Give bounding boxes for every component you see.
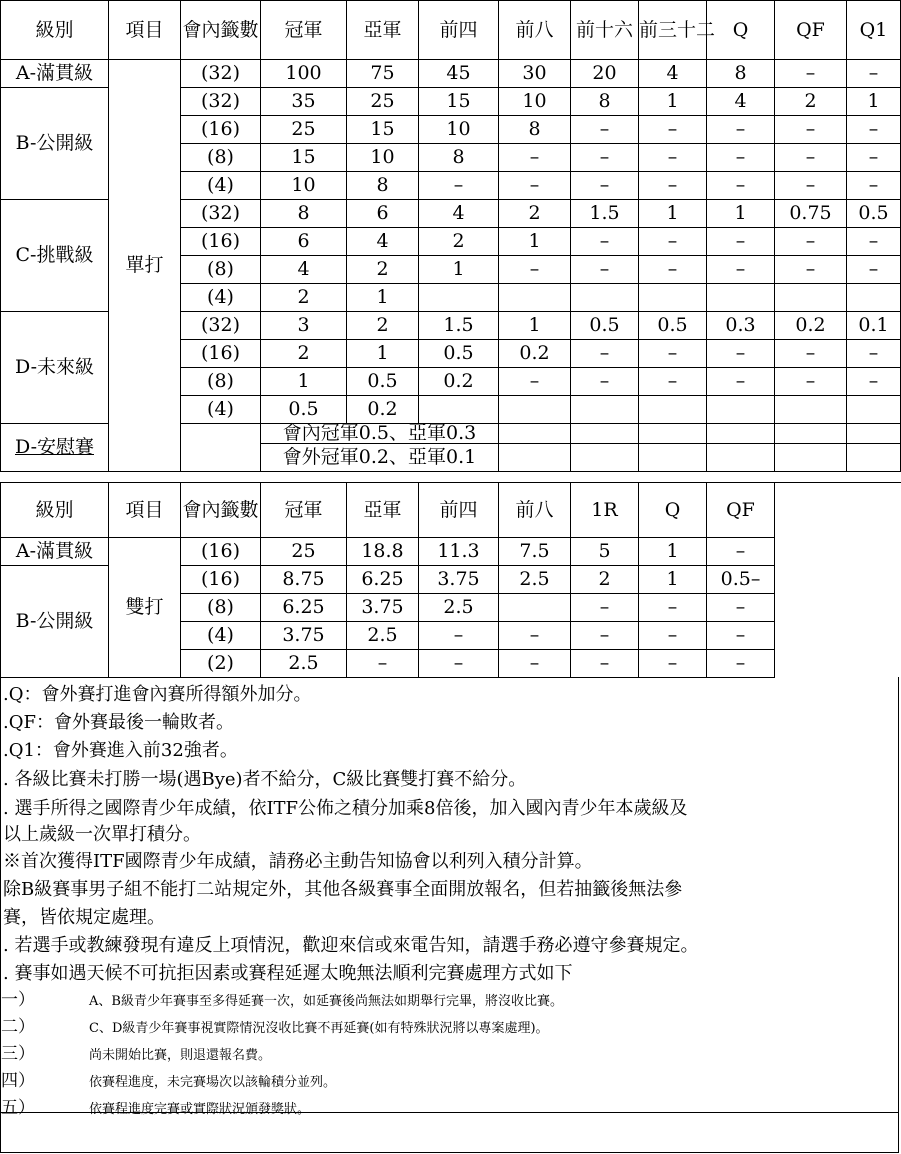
table-cell: 4 — [707, 88, 775, 116]
table-cell: 1 — [847, 88, 901, 116]
table-cell: – — [775, 340, 847, 368]
table-cell: – — [847, 256, 901, 284]
table-cell: – — [707, 594, 775, 622]
table-cell: (8) — [181, 256, 261, 284]
table-cell: – — [707, 650, 775, 678]
column-header: 項目 — [109, 483, 181, 538]
table-cell: 1 — [639, 200, 707, 228]
table-cell: 11.3 — [419, 538, 499, 566]
note-line: . 選手所得之國際青少年成績，依ITF公佈之積分加乘8倍後，加入國內青少年本歲級及 — [3, 798, 688, 819]
table-cell: – — [847, 228, 901, 256]
level-name: C-挑戰級 — [1, 200, 109, 312]
doubles-points-table — [0, 482, 901, 678]
table-cell: 2 — [499, 200, 571, 228]
table-cell: (16) — [181, 566, 261, 594]
table-cell: – — [847, 340, 901, 368]
column-header: 前四 — [419, 483, 499, 538]
column-header: QF — [775, 1, 847, 60]
table-cell: (32) — [181, 60, 261, 88]
table-cell: – — [847, 368, 901, 396]
event-type: 單打 — [109, 60, 181, 472]
sub-item-label: 二） — [1, 1017, 35, 1037]
table-cell: – — [571, 622, 639, 650]
table-cell: 15 — [347, 116, 419, 144]
column-header: QF — [707, 483, 775, 538]
table-cell — [847, 284, 901, 312]
table-cell: 4 — [347, 228, 419, 256]
table-cell: – — [707, 368, 775, 396]
column-header: Q1 — [847, 1, 901, 60]
table-cell: 2.5 — [499, 566, 571, 594]
table-cell: – — [571, 594, 639, 622]
sub-item-text: C、D級青少年賽事視實際情況沒收比賽不再延賽(如有特殊狀況將以專案處理)。 — [89, 1021, 549, 1036]
table-cell: 8 — [707, 60, 775, 88]
table-cell: – — [707, 256, 775, 284]
table-cell: – — [639, 368, 707, 396]
column-header: 前三十二 — [639, 1, 707, 60]
table-cell: – — [639, 116, 707, 144]
table-cell: 20 — [571, 60, 639, 88]
table-cell: 2.5 — [419, 594, 499, 622]
table-cell: 0.75 — [775, 200, 847, 228]
level-name: A-滿貫級 — [1, 60, 109, 88]
table-cell — [775, 444, 847, 472]
table-cell: 0.5 — [847, 200, 901, 228]
note-line: .Q：會外賽打進會內賽所得額外加分。 — [3, 684, 312, 705]
table-cell: 0.3 — [707, 312, 775, 340]
table-cell: – — [571, 650, 639, 678]
note-line: 除B級賽事男子組不能打二站規定外，其他各級賽事全面開放報名，但若抽籤後無法參 — [3, 879, 683, 900]
column-header: 級別 — [1, 483, 109, 538]
table-cell: – — [775, 256, 847, 284]
table-cell — [499, 594, 571, 622]
table-cell: 1 — [419, 256, 499, 284]
table-cell: 2 — [261, 340, 347, 368]
table-cell: 4 — [419, 200, 499, 228]
column-header: 會內籤數 — [181, 1, 261, 60]
table-cell: – — [639, 622, 707, 650]
table-cell — [775, 483, 901, 678]
table-cell: (4) — [181, 284, 261, 312]
table-cell: – — [571, 172, 639, 200]
table-cell — [707, 424, 775, 444]
table-cell: (8) — [181, 144, 261, 172]
level-name: B-公開級 — [1, 566, 109, 678]
table-cell: (4) — [181, 172, 261, 200]
table-cell: 0.1 — [847, 312, 901, 340]
table-cell: – — [499, 650, 571, 678]
consolation-note: 會內冠軍0.5、亞軍0.3 — [261, 424, 499, 444]
table-cell: – — [499, 368, 571, 396]
table-cell: 1 — [639, 88, 707, 116]
table-cell — [639, 396, 707, 424]
table-cell: 1.5 — [419, 312, 499, 340]
table-cell: 1.5 — [571, 200, 639, 228]
table-cell: 6 — [347, 200, 419, 228]
table-cell: – — [419, 622, 499, 650]
table-cell: 8 — [571, 88, 639, 116]
table-cell: – — [775, 60, 847, 88]
table-cell: 3 — [261, 312, 347, 340]
table-cell: 1 — [347, 340, 419, 368]
table-cell: 1 — [707, 200, 775, 228]
table-cell: – — [775, 144, 847, 172]
table-cell: 30 — [499, 60, 571, 88]
column-header: Q — [639, 483, 707, 538]
table-cell: (32) — [181, 312, 261, 340]
table-cell — [571, 444, 639, 472]
header-row — [1, 1, 901, 60]
table-cell — [1, 424, 109, 472]
sub-item — [1, 1066, 336, 1091]
sub-item — [1, 1093, 310, 1118]
table-cell: 1 — [499, 312, 571, 340]
table-cell: (16) — [181, 116, 261, 144]
note-line: . 若選手或教練發現有違反上項情況，歡迎來信或來電告知，請選手務必遵守參賽規定。 — [3, 935, 699, 956]
singles-points-table — [0, 0, 901, 472]
table-cell: 2.5 — [347, 622, 419, 650]
table-cell — [571, 424, 639, 444]
sub-item-label: 一） — [1, 990, 35, 1010]
table-cell: – — [639, 144, 707, 172]
table-cell — [181, 424, 261, 472]
table-cell: – — [347, 650, 419, 678]
divider — [1, 1112, 898, 1113]
table-cell: 100 — [261, 60, 347, 88]
column-header: 1R — [571, 483, 639, 538]
table-cell: (16) — [181, 538, 261, 566]
table-cell: (32) — [181, 88, 261, 116]
table-cell: 3.75 — [419, 566, 499, 594]
table-cell: – — [639, 340, 707, 368]
level-name: D-安慰賽 — [14, 436, 94, 458]
table-cell: (8) — [181, 594, 261, 622]
table-cell: – — [639, 256, 707, 284]
table-cell: 4 — [261, 256, 347, 284]
table-cell: – — [847, 60, 901, 88]
table-cell: – — [419, 650, 499, 678]
table-cell: 10 — [347, 144, 419, 172]
table-cell: – — [571, 256, 639, 284]
table-cell: 25 — [261, 116, 347, 144]
table-cell: 2 — [347, 256, 419, 284]
table-cell — [847, 444, 901, 472]
sub-item-label: 四） — [1, 1071, 35, 1091]
event-type: 雙打 — [109, 538, 181, 678]
table-cell — [571, 396, 639, 424]
table-cell: 7.5 — [499, 538, 571, 566]
column-header: 亞軍 — [347, 1, 419, 60]
table-cell: (4) — [181, 622, 261, 650]
table-cell: – — [707, 538, 775, 566]
table-cell: – — [707, 622, 775, 650]
table-cell: 8 — [261, 200, 347, 228]
note-line: 以上歲級一次單打積分。 — [3, 824, 201, 845]
table-cell: – — [571, 116, 639, 144]
table-cell: 75 — [347, 60, 419, 88]
table-cell: 1 — [261, 368, 347, 396]
table-cell: 8 — [347, 172, 419, 200]
table-cell: – — [639, 650, 707, 678]
table-cell: (8) — [181, 368, 261, 396]
table-cell — [775, 284, 847, 312]
table-cell: 8.75 — [261, 566, 347, 594]
table-cell — [571, 284, 639, 312]
table-cell: – — [499, 622, 571, 650]
table-cell: – — [847, 172, 901, 200]
column-header: 級別 — [1, 1, 109, 60]
table-cell: – — [571, 144, 639, 172]
table-cell: – — [707, 144, 775, 172]
table-cell: – — [707, 116, 775, 144]
column-header: Q — [707, 1, 775, 60]
table-cell: 15 — [419, 88, 499, 116]
sub-item-text: 依賽程進度完賽或實際狀況頒發獎狀。 — [89, 1102, 311, 1117]
table-cell: 2 — [775, 88, 847, 116]
consolation-note: 會外冠軍0.2、亞軍0.1 — [261, 444, 499, 472]
table-cell: 0.5 — [571, 312, 639, 340]
table-cell: 6.25 — [347, 566, 419, 594]
table-cell: 6 — [261, 228, 347, 256]
table-cell — [499, 424, 571, 444]
table-cell — [707, 284, 775, 312]
table-cell: – — [639, 594, 707, 622]
table-cell — [847, 424, 901, 444]
header-row — [1, 483, 901, 538]
table-cell: 3.75 — [261, 622, 347, 650]
table-cell — [499, 396, 571, 424]
table-cell: 1 — [347, 284, 419, 312]
table-cell — [775, 396, 847, 424]
note-line: . 賽事如遇天候不可抗拒因素或賽程延遲太晚無法順利完賽處理方式如下 — [3, 963, 573, 984]
note-line: ※首次獲得ITF國際青少年成績，請務必主動告知協會以利列入積分計算。 — [3, 851, 593, 872]
table-cell: 0.2 — [419, 368, 499, 396]
column-header: 冠軍 — [261, 483, 347, 538]
note-line: . 各級比賽未打勝一場(遇Bye)者不給分，C級比賽雙打賽不給分。 — [3, 769, 527, 790]
table-cell — [419, 396, 499, 424]
table-cell — [847, 396, 901, 424]
table-cell: – — [707, 172, 775, 200]
table-cell — [775, 424, 847, 444]
table-cell: – — [775, 172, 847, 200]
table-cell: – — [847, 116, 901, 144]
notes-section — [0, 677, 899, 1153]
sub-item-label: 五） — [1, 1098, 35, 1118]
table-cell: 2 — [571, 566, 639, 594]
table-cell: 25 — [261, 538, 347, 566]
table-cell: 1 — [639, 538, 707, 566]
sub-item — [1, 985, 563, 1010]
table-cell: 2 — [261, 284, 347, 312]
table-cell: 0.5– — [707, 566, 775, 594]
table-cell: – — [707, 228, 775, 256]
table-cell: 15 — [261, 144, 347, 172]
note-line: .Q1：會外賽進入前32強者。 — [3, 740, 238, 761]
sub-item-text: A、B級青少年賽事至多得延賽一次，如延賽後尚無法如期舉行完畢，將沒收比賽。 — [89, 994, 563, 1009]
column-header: 前八 — [499, 483, 571, 538]
column-header: 前四 — [419, 1, 499, 60]
table-cell: 0.2 — [499, 340, 571, 368]
table-cell: 2.5 — [261, 650, 347, 678]
table-cell — [707, 396, 775, 424]
table-cell: 10 — [419, 116, 499, 144]
sub-item — [1, 1012, 549, 1037]
table-cell: – — [847, 144, 901, 172]
table-cell: 8 — [419, 144, 499, 172]
column-header: 前十六 — [571, 1, 639, 60]
table-cell — [707, 444, 775, 472]
sub-item-text: 尚未開始比賽，則退還報名費。 — [89, 1048, 272, 1063]
table-row — [1, 538, 901, 566]
table-cell: – — [571, 368, 639, 396]
table-cell: 2 — [347, 312, 419, 340]
sub-item — [1, 1039, 271, 1064]
table-cell: – — [571, 340, 639, 368]
table-cell: – — [775, 116, 847, 144]
table-cell: 10 — [499, 88, 571, 116]
table-cell: (16) — [181, 340, 261, 368]
table-cell: 0.5 — [419, 340, 499, 368]
table-cell: 45 — [419, 60, 499, 88]
table-cell: (2) — [181, 650, 261, 678]
note-line: .QF：會外賽最後一輪敗者。 — [3, 712, 234, 733]
column-header: 前八 — [499, 1, 571, 60]
sub-item-text: 依賽程進度，未完賽場次以該輪積分並列。 — [89, 1075, 337, 1090]
column-header: 項目 — [109, 1, 181, 60]
table-cell: 5 — [571, 538, 639, 566]
table-cell: 35 — [261, 88, 347, 116]
table-cell: – — [499, 172, 571, 200]
note-line: 賽，皆依規定處理。 — [3, 907, 165, 928]
table-cell: 2 — [419, 228, 499, 256]
table-cell: – — [639, 228, 707, 256]
table-cell: – — [571, 228, 639, 256]
table-cell: – — [775, 228, 847, 256]
table-cell: 1 — [639, 566, 707, 594]
column-header: 亞軍 — [347, 483, 419, 538]
table-cell — [639, 284, 707, 312]
table-cell: – — [707, 340, 775, 368]
table-cell: 6.25 — [261, 594, 347, 622]
table-cell: 0.5 — [639, 312, 707, 340]
column-header: 會內籤數 — [181, 483, 261, 538]
table-cell — [419, 284, 499, 312]
table-cell: 1 — [499, 228, 571, 256]
level-name: D-未來級 — [1, 312, 109, 424]
table-cell: (4) — [181, 396, 261, 424]
table-cell: 3.75 — [347, 594, 419, 622]
level-name: A-滿貫級 — [1, 538, 109, 566]
sub-item-label: 三） — [1, 1044, 35, 1064]
table-cell — [499, 284, 571, 312]
table-row — [1, 60, 901, 88]
table-cell — [639, 424, 707, 444]
table-cell: – — [639, 172, 707, 200]
table-cell: – — [499, 144, 571, 172]
table-cell: 0.2 — [775, 312, 847, 340]
level-name: B-公開級 — [1, 88, 109, 200]
table-cell — [639, 444, 707, 472]
table-cell: 10 — [261, 172, 347, 200]
table-cell: 0.5 — [347, 368, 419, 396]
table-cell: 0.2 — [347, 396, 419, 424]
column-header: 冠軍 — [261, 1, 347, 60]
table-cell: 4 — [639, 60, 707, 88]
table-cell: (32) — [181, 200, 261, 228]
table-cell: 8 — [499, 116, 571, 144]
table-cell: – — [775, 368, 847, 396]
table-cell: – — [419, 172, 499, 200]
table-cell: 18.8 — [347, 538, 419, 566]
table-cell: – — [499, 256, 571, 284]
table-cell: 25 — [347, 88, 419, 116]
table-cell: 0.5 — [261, 396, 347, 424]
table-cell: (16) — [181, 228, 261, 256]
table-cell — [499, 444, 571, 472]
